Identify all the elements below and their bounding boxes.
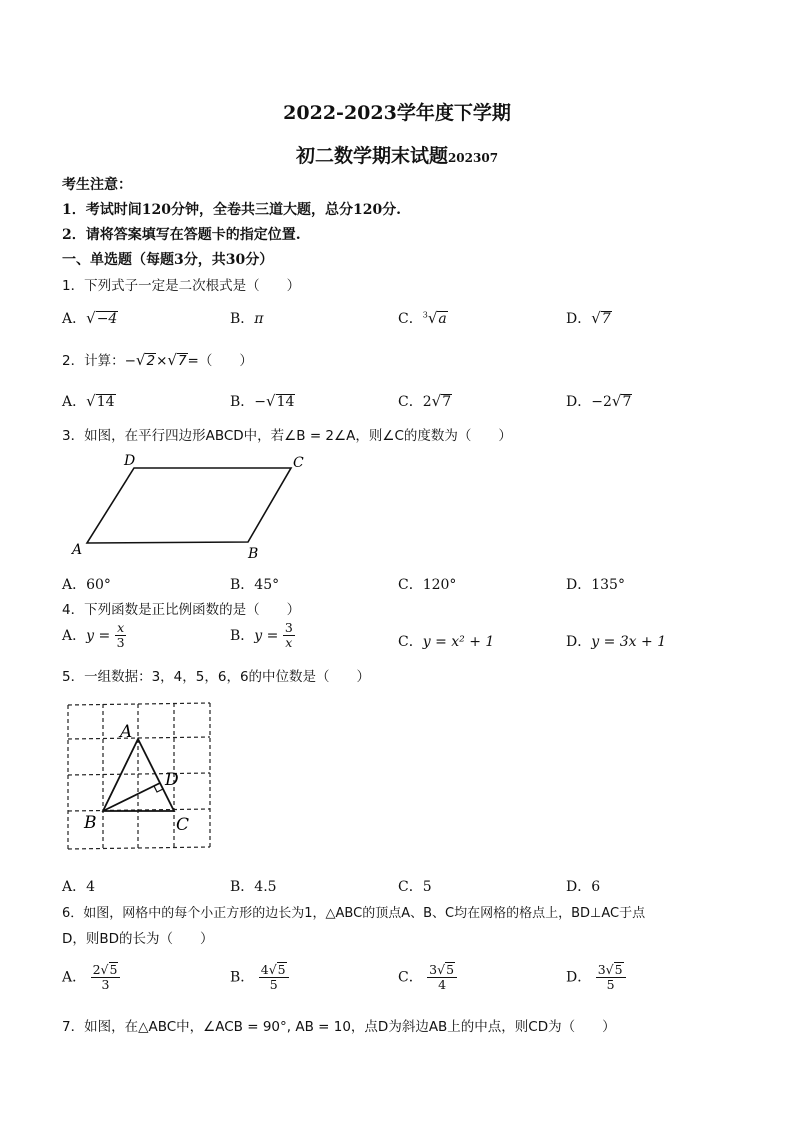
q2-c-prefix: 2 — [422, 394, 432, 410]
q4-b-fraction — [283, 621, 295, 651]
q2-option-a — [62, 391, 116, 411]
q2-radicand-1: 2 — [146, 353, 156, 369]
q6-c-coef: 3 — [429, 962, 438, 977]
q3-label-b: B — [248, 546, 259, 562]
q1-option-b — [230, 308, 264, 328]
q6-b-fraction — [259, 962, 289, 993]
q2-stem-prefix: 2．计算： — [62, 353, 125, 369]
radical-sign: √ — [431, 392, 442, 410]
q5-label-a: A — [120, 722, 133, 742]
notice-item-2: 2．请将答案填写在答题卡的指定位置. — [62, 227, 301, 243]
radical-sign: √ — [86, 392, 96, 410]
q1-d-label: D． — [566, 311, 592, 327]
q4-stem: 4．下列函数是正比例函数的是（ ） — [62, 602, 301, 618]
exam-code: 202307 — [447, 151, 499, 165]
q6-d-coef: 3 — [597, 962, 606, 977]
q5-stem: 5．一组数据：3，4，5，6，6的中位数是（ ） — [62, 669, 371, 685]
q4-option-a — [62, 621, 127, 651]
parallelogram-shape — [87, 468, 291, 543]
q2-b-radicand: 14 — [276, 394, 295, 410]
q6-b-label: B． — [230, 969, 255, 986]
q4-b-lhs: y = — [254, 627, 279, 644]
radical-sign: √ — [591, 309, 601, 327]
q4-a-label: A． — [62, 627, 87, 644]
q6-c-denominator: 4 — [438, 977, 447, 993]
q2-option-d — [566, 391, 632, 411]
q2-b-label: B． — [230, 394, 255, 410]
q6-a-fraction — [91, 962, 121, 993]
q4-c-label: C． — [398, 634, 423, 650]
q1-b-label: B． — [230, 311, 255, 327]
q4-option-b — [230, 621, 295, 651]
q3-option-c: C．120° — [398, 577, 457, 593]
q2-option-c — [398, 391, 452, 411]
q6-stem-line-2: D，则BD的长为（ ） — [62, 931, 214, 947]
q6-a-denominator: 3 — [101, 977, 110, 993]
q7-stem: 7．如图，在△ABC中，∠ACB = 90°, AB = 10，点D为斜边AB上的中点，则CD为（ ） — [62, 1019, 616, 1035]
notice-item-1: 1．考试时间120分钟，全卷共三道大题，总分120分. — [62, 202, 402, 218]
q3-label-a: A — [72, 542, 83, 558]
q2-a-radicand: 14 — [96, 394, 115, 410]
q4-b-numerator: 3 — [284, 620, 293, 635]
q6-option-d — [566, 962, 626, 993]
q6-d-radicand: 5 — [614, 962, 623, 977]
q6-c-label: C． — [398, 969, 423, 986]
exam-subtitle — [0, 141, 794, 168]
q3-parallelogram-figure — [62, 448, 322, 566]
q6-d-denominator: 5 — [606, 977, 615, 993]
q2-stem — [62, 349, 253, 369]
radical-sign: √ — [427, 309, 438, 327]
q6-c-fraction — [427, 962, 457, 993]
radical-sign: √ — [605, 962, 614, 977]
q5-label-b: B — [84, 813, 97, 833]
q4-a-fraction — [115, 621, 127, 651]
q5-option-b: B．4.5 — [230, 879, 277, 895]
notice-heading: 考生注意： — [62, 177, 132, 193]
q2-b-prefix: − — [254, 394, 267, 410]
q4-b-denominator: x — [285, 635, 293, 651]
q2-stem-suffix: =（ ） — [187, 353, 253, 369]
q2-d-label: D． — [566, 394, 592, 410]
radical-sign: √ — [266, 392, 276, 410]
radical-sign: √ — [86, 309, 96, 327]
q6-a-label: A． — [62, 969, 87, 986]
q3-option-d: D．135° — [566, 577, 625, 593]
radical-sign: √ — [268, 962, 277, 977]
section-heading: 一、单选题（每题3分，共30分） — [62, 252, 274, 268]
q4-d-label: D． — [566, 634, 592, 650]
q3-stem: 3．如图，在平行四边形ABCD中，若∠B = 2∠A，则∠C的度数为（ ） — [62, 428, 512, 444]
q1-c-radicand: a — [438, 311, 447, 327]
q1-c-index: 3 — [422, 310, 428, 320]
q6-d-fraction — [596, 962, 626, 993]
q1-b-value: π — [254, 311, 264, 327]
q5-option-a: A．4 — [62, 879, 96, 895]
radical-sign: √ — [100, 962, 109, 977]
q2-times: × — [156, 353, 168, 369]
radical-sign: √ — [135, 351, 146, 369]
q2-minus: − — [124, 353, 136, 369]
q6-c-radicand: 5 — [446, 962, 455, 977]
q1-d-radicand: 7 — [601, 311, 611, 327]
q2-d-radicand: 7 — [622, 394, 632, 410]
q2-d-prefix: −2 — [591, 394, 612, 410]
exam-subtitle-text: 初二数学期末试题 — [295, 145, 448, 167]
q2-radicand-2: 7 — [177, 353, 187, 369]
exam-title: 2022-2023学年度下学期 — [283, 102, 511, 124]
q5-option-d: D．6 — [566, 879, 601, 895]
q3-label-d: D — [124, 453, 136, 469]
q4-a-lhs: y = — [86, 627, 111, 644]
q4-c-expression: y = x² + 1 — [422, 634, 495, 650]
q6-b-radicand: 5 — [277, 962, 286, 977]
q3-option-a: A．60° — [62, 577, 111, 593]
q5-option-c: C．5 — [398, 879, 432, 895]
q4-option-c — [398, 631, 494, 651]
q6-b-coef: 4 — [260, 962, 269, 977]
q3-option-b: B．45° — [230, 577, 280, 593]
q2-option-b — [230, 391, 295, 411]
q4-a-numerator: x — [117, 620, 125, 635]
q1-a-radicand: −4 — [96, 311, 118, 327]
q4-d-expression: y = 3x + 1 — [591, 634, 667, 650]
q6-stem-line-1: 6．如图，网格中的每个小正方形的边长为1，△ABC的顶点A、B、C均在网格的格点上，BD⊥AC于点 — [62, 906, 646, 921]
q1-option-d — [566, 308, 612, 328]
q3-label-c: C — [293, 455, 304, 471]
q6-a-coef: 2 — [92, 962, 101, 977]
q2-a-label: A． — [62, 394, 87, 410]
radical-sign: √ — [611, 392, 622, 410]
q1-a-label: A． — [62, 311, 87, 327]
q1-stem: 1．下列式子一定是二次根式是（ ） — [62, 278, 301, 294]
q4-b-label: B． — [230, 627, 255, 644]
q6-d-label: D． — [566, 969, 592, 986]
q1-option-c — [398, 308, 448, 328]
q2-c-radicand: 7 — [442, 394, 452, 410]
q6-option-b — [230, 962, 289, 993]
q5-grid-triangle-figure — [62, 697, 216, 857]
q5-label-c: C — [176, 815, 190, 835]
radical-sign: √ — [167, 351, 177, 369]
q1-c-label: C． — [398, 311, 423, 327]
q4-option-d — [566, 631, 666, 651]
q6-b-denominator: 5 — [269, 977, 278, 993]
q6-option-c — [398, 962, 457, 993]
radical-sign: √ — [437, 962, 446, 977]
q4-a-denominator: 3 — [116, 635, 125, 651]
q1-option-a — [62, 308, 118, 328]
q2-c-label: C． — [398, 394, 423, 410]
q6-option-a — [62, 962, 120, 993]
q6-a-radicand: 5 — [109, 962, 118, 977]
q5-label-d: D — [165, 770, 179, 790]
